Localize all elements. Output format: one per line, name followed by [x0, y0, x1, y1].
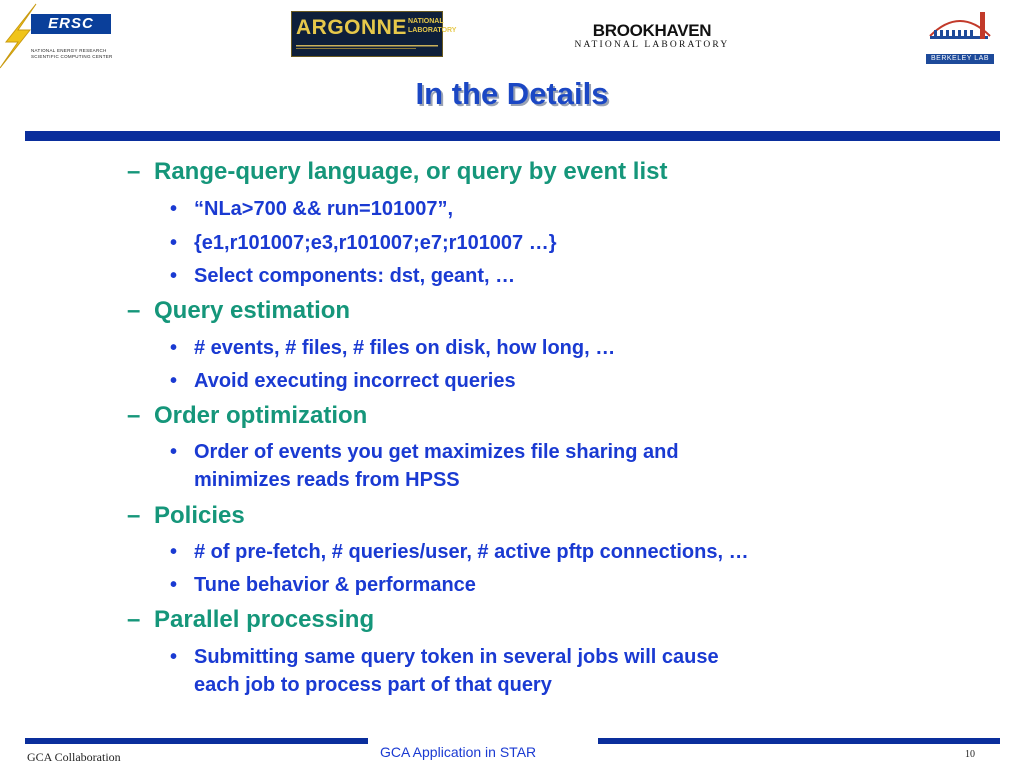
- slide-title: In the Details: [415, 76, 609, 111]
- slide-number: 10: [965, 749, 975, 760]
- outline-subitem: [170, 541, 749, 564]
- berkeley-lab-plate: BERKELEY LAB: [926, 54, 994, 64]
- footer-divider-left: [25, 738, 368, 744]
- dash-bullet-icon: –: [127, 606, 141, 633]
- outline-subitem: [194, 674, 552, 697]
- outline-text: Parallel processing: [154, 606, 375, 633]
- outline-subitem: [170, 370, 516, 393]
- outline-text: each job to process part of that query: [194, 674, 552, 696]
- outline-subitem: [170, 232, 557, 255]
- footer-divider-right: [598, 738, 1000, 744]
- nersc-subtitle-line1: NATIONAL ENERGY RESEARCH: [31, 48, 107, 53]
- outline-subitem: [170, 441, 679, 464]
- outline-item: [127, 606, 375, 634]
- outline-text: minimizes reads from HPSS: [194, 469, 460, 491]
- outline-text: Submitting same query token in several jobs will cause: [194, 646, 719, 668]
- outline-text: # events, # files, # files on disk, how long, …: [194, 337, 616, 359]
- argonne-name: ARGONNE: [296, 16, 407, 39]
- outline-item: [127, 402, 368, 430]
- outline-text: Order optimization: [154, 402, 368, 429]
- dot-bullet-icon: •: [170, 337, 178, 359]
- nersc-subtitle-line2: SCIENTIFIC COMPUTING CENTER: [31, 54, 113, 59]
- outline-item: [127, 297, 351, 325]
- outline-item: [127, 158, 668, 186]
- dot-bullet-icon: •: [170, 370, 178, 392]
- brookhaven-subtitle: NATIONAL LABORATORY: [574, 40, 730, 50]
- dash-bullet-icon: –: [127, 158, 141, 185]
- nersc-wordmark: ERSC: [31, 14, 111, 34]
- outline-subitem: [170, 574, 476, 597]
- dot-bullet-icon: •: [170, 232, 178, 254]
- outline-text: Order of events you get maximizes file sharing and: [194, 441, 679, 463]
- footer-presentation-title: GCA Application in STAR: [380, 744, 537, 760]
- outline-subitem: [194, 469, 460, 492]
- dash-bullet-icon: –: [127, 297, 141, 324]
- outline-text: Range-query language, or query by event list: [154, 158, 668, 185]
- outline-text: Tune behavior & performance: [194, 574, 476, 596]
- argonne-laboratory: LABORATORY: [408, 27, 457, 34]
- dot-bullet-icon: •: [170, 646, 178, 668]
- dash-bullet-icon: –: [127, 402, 141, 429]
- dash-bullet-icon: –: [127, 502, 141, 529]
- outline-item: [127, 502, 245, 530]
- outline-text: # of pre-fetch, # queries/user, # active pftp connections, …: [194, 541, 749, 563]
- dot-bullet-icon: •: [170, 574, 178, 596]
- outline-text: “NLa>700 && run=101007”,: [194, 198, 454, 220]
- outline-text: Avoid executing incorrect queries: [194, 370, 516, 392]
- outline-subitem: [170, 646, 719, 669]
- outline-subitem: [170, 265, 516, 288]
- argonne-national: NATIONAL: [408, 18, 444, 25]
- outline-text: Query estimation: [154, 297, 351, 324]
- outline-subitem: [170, 198, 454, 221]
- outline-text: Select components: dst, geant, …: [194, 265, 516, 287]
- dot-bullet-icon: •: [170, 265, 178, 287]
- dot-bullet-icon: •: [170, 541, 178, 563]
- dot-bullet-icon: •: [170, 198, 178, 220]
- dot-bullet-icon: •: [170, 441, 178, 463]
- brookhaven-name: BROOKHAVEN: [592, 21, 712, 40]
- outline-text: {e1,r101007;e3,r101007;e7;r101007 …}: [194, 232, 557, 254]
- footer-organization: GCA Collaboration: [27, 750, 121, 764]
- outline-subitem: [170, 337, 616, 360]
- outline-text: Policies: [154, 502, 245, 529]
